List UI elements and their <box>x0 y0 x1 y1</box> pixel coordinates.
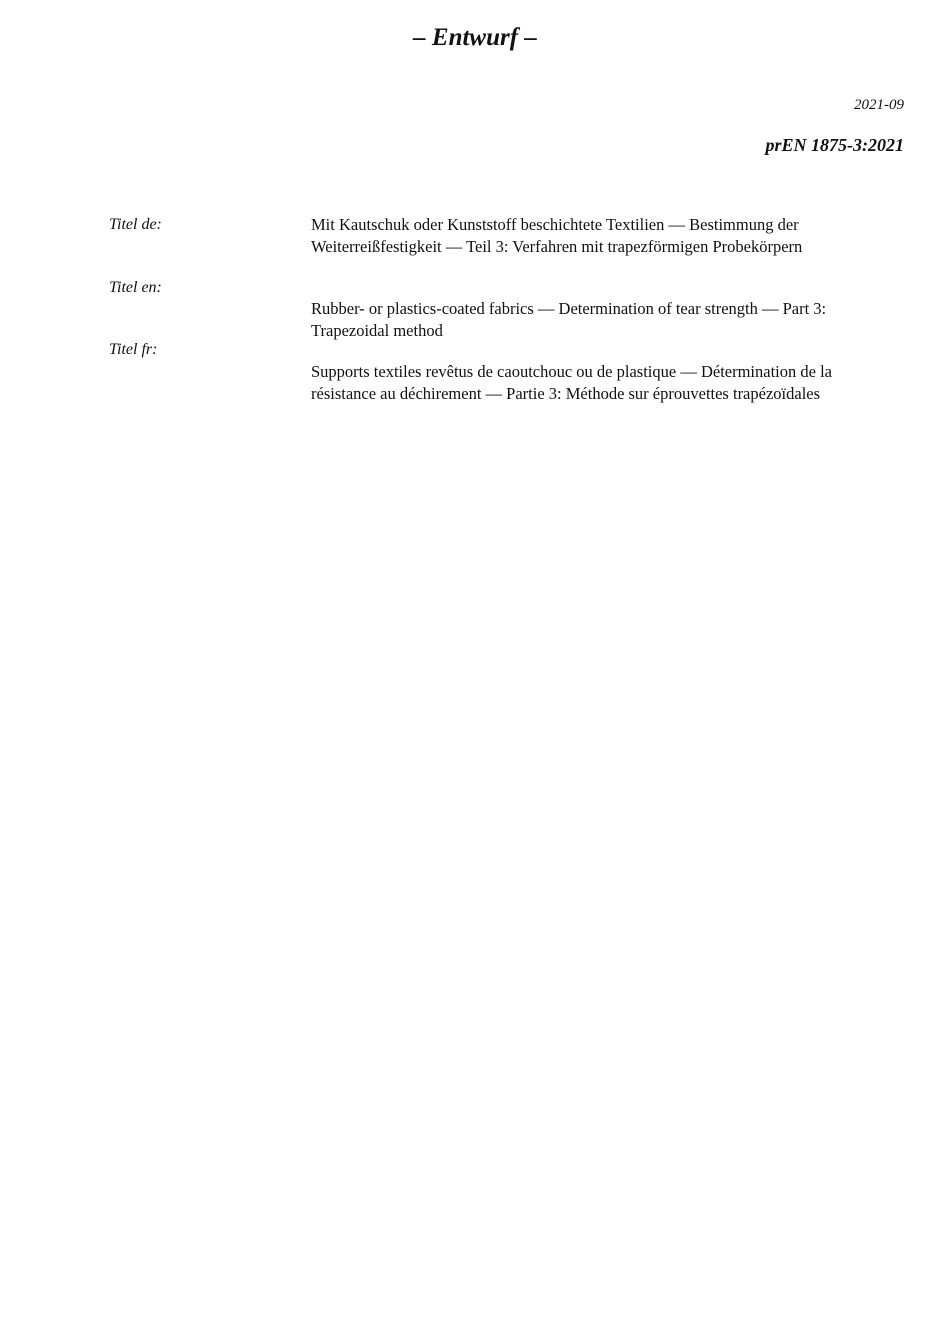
document-date: 2021-09 <box>854 97 904 113</box>
document-number: prEN 1875-3:2021 <box>765 135 904 155</box>
draft-heading: – Entwurf – <box>413 24 537 51</box>
title-text-fr: Supports textiles revêtus de caoutchouc ou de plastique — Détermination de la résistance au déchirement — Partie 3: Méthode sur éprouvettes trapézoïdales <box>311 362 832 403</box>
title-text-en: Rubber- or plastics-coated fabrics — Determination of tear strength — Part 3: Trapezoidal method <box>311 299 827 340</box>
title-label-fr: Titel fr: <box>109 341 158 358</box>
title-text-de: Mit Kautschuk oder Kunststoff beschichtete Textilien — Bestimmung der Weiterreißfestigkeit — Teil 3: Verfahren mit trapezförmigen Probekörpern <box>311 215 803 256</box>
title-label-de: Titel de: <box>109 216 162 233</box>
title-label-en: Titel en: <box>109 279 162 296</box>
